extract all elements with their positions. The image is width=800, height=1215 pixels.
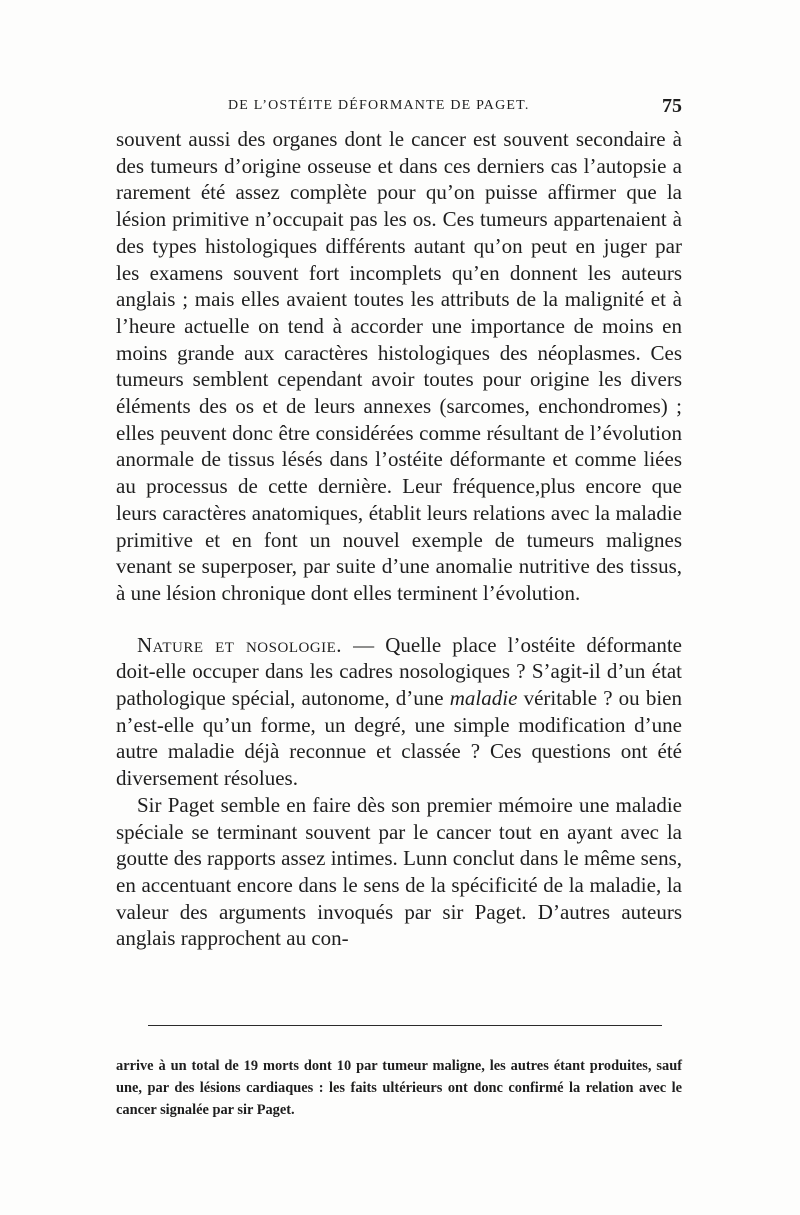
paragraph-nature-nosologie bbox=[116, 632, 682, 792]
body-text bbox=[116, 126, 682, 952]
page-number: 75 bbox=[662, 95, 682, 117]
paragraph-gap bbox=[116, 607, 682, 632]
footnote-divider bbox=[148, 1025, 662, 1026]
paragraph-sir-paget: Sir Paget semble en faire dès son premier mémoire une maladie spéciale se terminant souvent par le cancer tout en ayant avec la goutte des rapports assez intimes. Lunn conclut dans le même sens, en accentuant encore dans le sens de la spécificité de la maladie, la valeur des arguments invoqués par sir Paget. D’autres auteurs anglais rapprochent au con- bbox=[116, 792, 682, 951]
paragraph-text: — Quelle place l’ostéite déformante doit-elle occuper dans les cadres nosologiques ? S’agit-il d’un état pathologique spécial, autonome, d’une bbox=[116, 632, 682, 711]
running-head-title: DE L’OSTÉITE DÉFORMANTE DE PAGET. bbox=[228, 98, 530, 113]
running-head bbox=[116, 95, 682, 120]
italic-term-maladie: maladie bbox=[449, 686, 518, 711]
paragraph-text: véritable ? ou bien n’est-elle qu’un forme, un degré, une simple modification d’une autre maladie déjà reconnue et classée ? Ces questions ont été diversement résolues. bbox=[116, 686, 683, 791]
paragraph-tumeurs: souvent aussi des organes dont le cancer est souvent secondaire à des tumeurs d’origine osseuse et dans ces derniers cas l’autopsie a rarement été assez complète pour qu’on puisse affirmer que la lésion primitive n’occupait pas les os. Ces tumeurs appartenaient à des types histologiques différents autant qu’on peut en juger par les examens souvent fort incomplets qu’en donnent les auteurs anglais ; mais elles avaient toutes les attributs de la malignité et à l’heure actuelle on tend à accorder une importance de moins en moins grande aux caractères histologiques des néoplasmes. Ces tumeurs semblent cependant avoir toutes pour origine les divers éléments des os et de leurs annexes (sarcomes, enchondromes) ; elles peuvent donc être considérées comme résultant de l’évolution anormale de tissus lésés dans l’ostéite déformante et comme liées au processus de cette dernière. Leur fréquence,plus encore que leurs caractères anatomiques, établit leurs relations avec la maladie primitive et en font un nouvel exemple de tumeurs malignes venant se superposer, par suite d’une anomalie nutritive des tissus, à une lésion chronique dont elles terminent l’évolution. bbox=[116, 127, 682, 605]
footnote: arrive à un total de 19 morts dont 10 par tumeur maligne, les autres étant produites, sauf une, par des lésions cardiaques : les faits ultérieurs ont donc confirmé la relation avec le cancer signalée par sir Paget. bbox=[116, 1058, 682, 1119]
section-heading-nature-nosologie: Nature et nosologie. bbox=[137, 632, 343, 657]
